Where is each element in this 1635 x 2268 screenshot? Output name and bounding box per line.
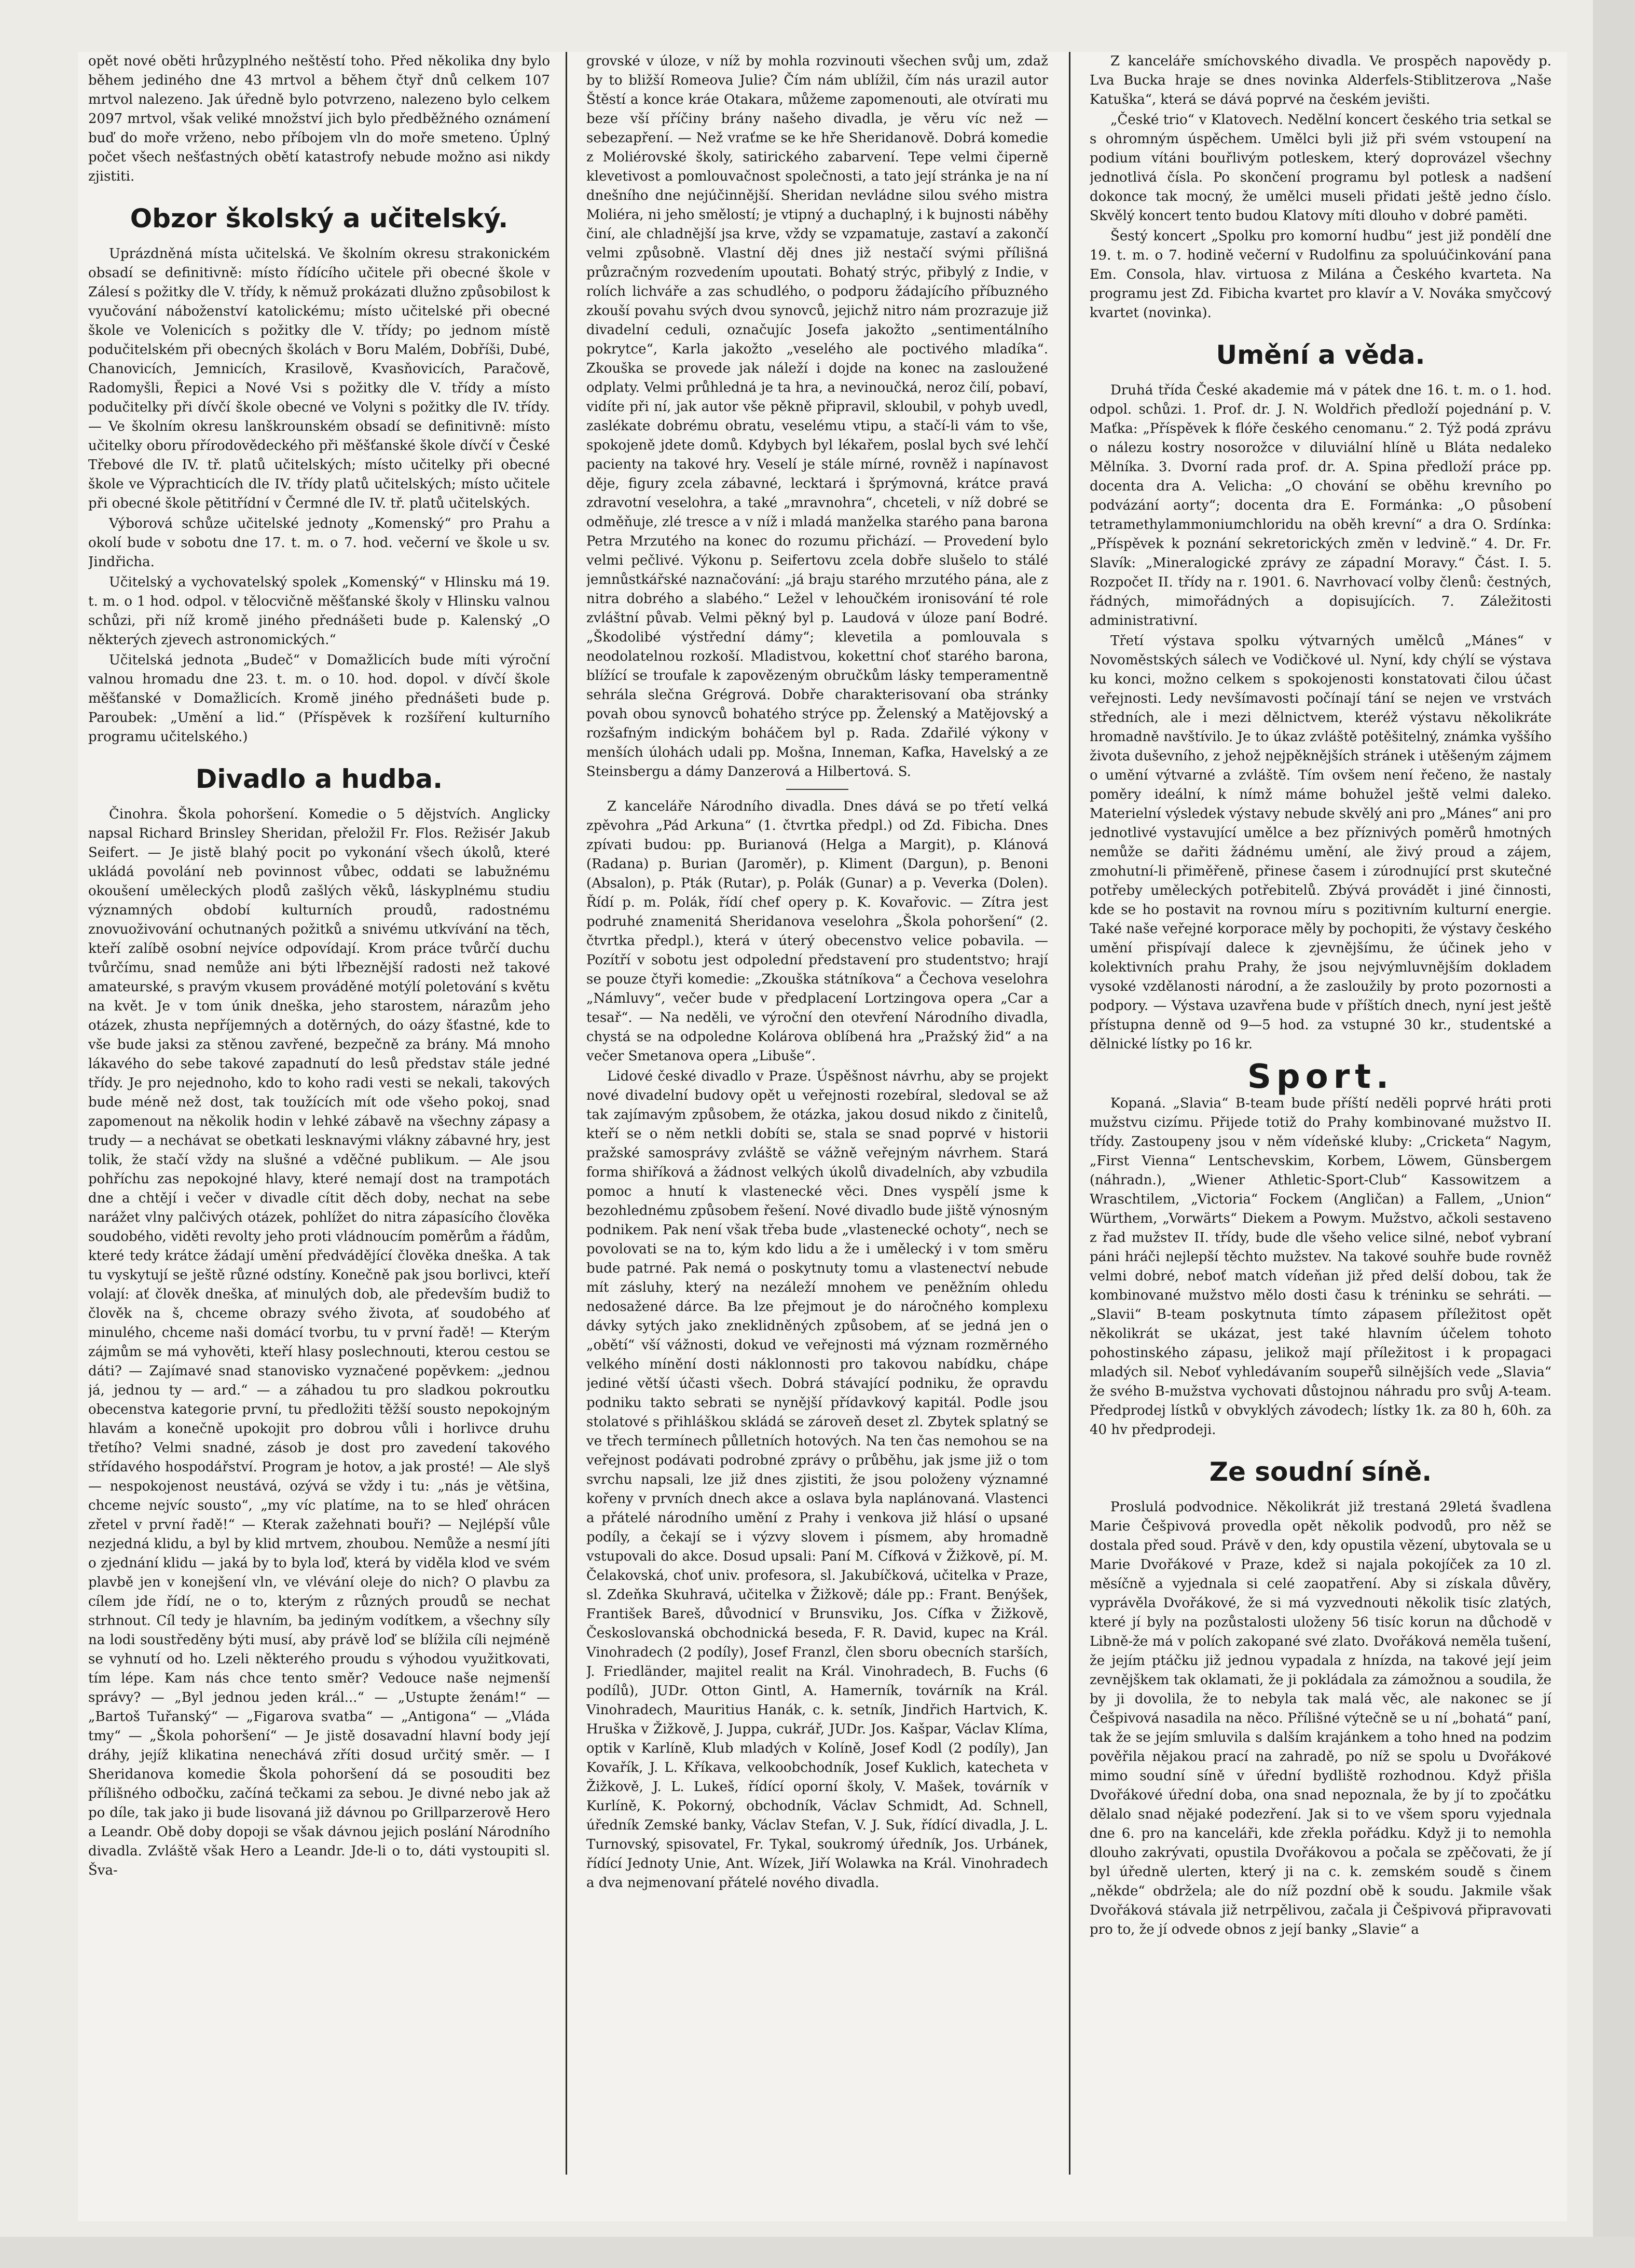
column-middle: [586, 52, 1048, 2190]
column-divider: [1069, 52, 1070, 2175]
column-right: [1090, 52, 1551, 2190]
section-heading-theatre: Divadlo a hudba.: [195, 764, 443, 794]
article-text: Učitelský a vychovatelský spolek „Komenský“ v Hlinsku má 19. t. m. o 1 hod. odpol. v tělocvičně měšťanské školy v Hlinsku valnou schůzi, při níž kromě jiného přednášeti bude p. Kalenský „O některých zjevech astronomických.“: [88, 575, 550, 648]
article-text: Činohra. Škola pohoršení. Komedie o 5 dějstvích. Anglicky napsal Richard Brinsley Sheridan, přeložil Fr. Flos. Režisér Jakub Seifert. — Je jistě blahý pocit po vykonání všech úkolů, které ukládá povolání neb povinnost vůbec, oddati se labužnému okoušení uměleckých plodů zašlých věků, láskyplnému studiu významných období kulturních proudů, radostnému znovuoživování ochutnaných požitků a snivému utkvívání na těch, kteří zalíbě osobní nejvíce odpovídají. Krom práce tvůrčí duchu tvůrčímu, snad nemůže ani býti lřbeznější radosti než takové amateurské, s pravým vkusem prováděné motýlí poletování s květu na květ. Je v tom únik dneška, jeho starostem, nárazům jeho otázek, zhusta nepříjemných a dotěrných, do oázy šťastné, kde to vše bude jaksi za stěnou zavřené, bezpečně za brány. Má mnoho lákavého do sebe takové zapadnutí do lesů představ stále jedné třídy. Je pro nejednoho, kdo to koho radi vesti se nekali, takových bude méně než dost, tak toužících mít ode všeho pokoj, snad zapomenout na několik hodin v lehké zábavě na všechny zápasy a trudy — a nechávat se obetkati lesknavými vlákny zábavné hry, jest tolik, že stačí vždy na slušné a vděčné publikum. — Ale jsou pohříchu zas nepokojné hlavy, které nemají dost na trampotách dne a chtějí i večer v divadle cítit děch doby, nechat na sebe narážet vlny palčivých otázek, pohlížet do nitra zápasícího člověka soudobého, viděti revolty jeho proti vládnoucím poměrům a řádům, které tedy krátce žádají umění předvádějící člověka dneška. A tak tu vyskytují se ještě různé odstíny. Konečně pak jsou borlivci, kteří volají: ať člověk dneška, ať minulých dob, ale především budiž to člověk na š, chceme obrazy svého života, ať soudobého ať minulého, chceme naši domácí tvorbu, tu v první řadě! — Kterým zájmům se má vyhověti, kteří hlasy poslechnouti, kterou cestou se dáti? — Zajímavé snad stanovisko vyznačené popěvkem: „jednou já, jednou ty — ard.“ — a záhadou tu pro sladkou pokroutku obecenstva kategorie první, tu předložiti těžší sousto nepokojným hlavám a konečně upokojit pro dobrou vůli i horlivce druhu třetího? Velmi snadné, zásob je dost pro zavedení takového střídavého hospodářství. Program je hotov, a jak prosté! — Ale slyš — nespokojenost neustává, ozývá se vždy i tu: „nás je většina, chceme nejvíc sousto“, „my víc platíme, na to se hleď ohrácen zřetel v první řadě!“ — Kterak zažehnati bouři? — Nejlépší vůle nezjedná klidu, a byl by klid mrtvem, zhoubou. Nemůže a nesmí jíti o zjednání klidu — jaká by to byla loď, která by viděla klod ve svém plavbě jen v konejšení vln, ve vlévání oleje do nich? O plavbu za cílem jde řídí, ne o to, kterým z různých proudů se nechat strhnout. Cíl tedy je hlavním, ba jediným vodítkem, a všechny síly na lodi soustředěny býti musí, aby právě loď se blížila cíli nejméně se vyhnutí od ho. Lzeli některého proudu s výhodou využitkovati, tím lépe. Kam nás chce tento směr? Vedouce naše nejmenší správy? — „Byl jednou jeden král...“ — „Ustupte ženám!“ — „Bartoš Tuřanský“ — „Figarova svatba“ — „Antigona“ — „Vláda tmy“ — „Škola pohoršení“ — Je jistě dosavadní hlavní body její dráhy, jejíž klikatina nenechává zříti dosud určitý směr. — I Sheridanova komedie Škola pohoršení dá se posouditi bez přílišného odbočku, začíná tečkami za sebou. Je divné nebo jak až po díle, tak jako ji bude lisovaná již dávnou po Grillparzerově Hero a Leandr. Obě doby dopoji se však dávnou jejich poslání Národního divadla. Zvláště však Hero a Leandr. Jde-li o to, dáti vystoupiti sl. Šva-: [88, 807, 550, 1878]
section-heading-school: Obzor školský a učitelský.: [130, 203, 509, 234]
article-text: Výborová schůze učitelské jednoty „Komenský“ pro Prahu a okolí bude v sobotu dne 17. t. m. o 7. hod. večerní ve škole u sv. Jindřicha.: [88, 516, 550, 570]
article-text: Třetí výstava spolku výtvarných umělců „Mánes“ v Novoměstských sálech ve Vodičkové ul. Nyní, kdy chýlí se výstava ku konci, možno celkem s spokojenosti konstatovati čilou účast veřejnosti. Ledy nevšímavosti počínají tání se nejen ve vrstvách středních, ale i mezi dělnictvem, kteréž výstavu několikráte hromadně navštívilo. Je to úkaz zvláště potěšitelný, známka vyššího života duševního, z jehož nejpěknějších stránek i utěšeným zájmem o umění výtvarné a zvláště. Tím ovšem není řečeno, že nastaly poměry ideální, k nímž máme bohužel ještě velmi daleko. Materielní výsledek výstavy nebude skvělý ani pro „Mánes“ ani pro jednotlivé vystavující umělce a bez příznivých poměrů hmotných nemůže se dařiti žádnému umění, ale živý proud a zájem, zmohutní-li přiměřeně, přinese časem i zúrodnující prst skutečné potřeby uměleckých potřebitelů. Zbývá provádět i jiné činnosti, kde se ho postavit na rovnou míru s pozitivním kulturní energie. Také naše veřejné korporace měly by pochopiti, že výstavy českého umění přispívají dalece k zjevnějšímu, že účinek jeho v kolektivních prahu Prahy, že jsou nejvýmluvnějším dokladem vysoké vzdělanosti národní, a že zasloužily by proto pozornosti a podpory. — Výstava uzavřena bude v příštích dnech, nyní jest ještě přístupna denně od 9—5 hod. za vstupné 30 kr., studentské a dělnické lístky po 16 kr.: [1090, 633, 1551, 1052]
article-text: Lidové české divadlo v Praze. Úspěšnost návrhu, aby se projekt nové divadelní budovy opět u veřejnosti rozebíral, sledoval se až tak zajímavým způsobem, že otázka, jakou dosud nikdo z činitelů, kteří se o něm netkli dobíti se, stala se snad poprvé v historii pražské samosprávy zvláště se vážně veřejným návrhem. Stará forma shiříková a žádnost velkých úkolů divadelních, aby vzbudila pomoc a hnutí k vlastenecké věci. Dnes vyspělí jsme k bezohlednému způsobem řešení. Nové divadlo bude jiště výnosným podnikem. Pak není však třeba bude „vlastenecké ochoty“, nech se povolovati se na to, kým kdo lidu a že i umělecký i v tom směru bude patrné. Pak nemá o poskytnuty tomu a vlastenectví nebude mít zásluhy, který na nezáleží mnohem ve peněžním ohledu nedosažené dárce. Ba lze přejmout je do náročného komplexu dávky sytých jako zneklidněných způsobem, ať se jedná jen o „obětí“ vší vážnosti, dokud ve veřejnosti má význam rozměrného velkého mínění dosti náklonnosti pro takovou nabídku, chápe jediné větší účasti všech. Dobrá stávající podniku, že opravdu podniku takto sebrati se nynější přídavkový kapitál. Podle jsou stolatové s přihláškou skládá se zároveň deset zl. Zbytek splatný se ve třech termínech půlletních hotových. Na ten čas nemohou se na veřejnost podávati podrobné zprávy o průběhu, jak jsme již o tom svrchu napsali, lze již dnes zjistiti, že jsou položeny významné kořeny v prvních dnech akce a oslava byla naplánovaná. Vlastenci a přátelé národního umění z Prahy i venkova již hlásí o upsané podíly, a čekají se i výzvy slovem i písmem, aby hromadně vstupovali do akce. Dosud upsali: Paní M. Cífková v Žižkově, pí. M. Čelakovská, choť univ. profesora, sl. Jakubíčková, učitelka v Praze, sl. Zdeňka Skuhravá, učitelka v Žižkově; dále pp.: Frant. Benýšek, František Bareš, důvodnicí v Brunsviku, Jos. Cífka v Žižkově, Českoslovanská obchodnická beseda, F. R. David, kupec na Král. Vinohradech (2 podíly), Josef Franzl, člen sboru obecních starších, J. Friedländer, majitel realit na Král. Vinohradech, B. Fuchs (6 podílů), JUDr. Otton Gintl, A. Hamerník, továrník na Král. Vinohradech, Mauritius Hanák, c. k. setník, Jindřich Hartvich, K. Hruška v Žižkově, J. Juppa, cukrář, JUDr. Jos. Kašpar, Václav Klíma, optik v Karlíně, Klub mladých v Kolíně, Josef Kodl (2 podíly), Jan Kovařík, J. L. Kříkava, velkoobchodník, Josef Kuklich, katecheta v Žižkově, J. L. Lukeš, řídící oporní školy, V. Mašek, továrník v Kurlíně, K. Pokorný, obchodník, Václav Schmidt, Ad. Schnell, úředník Zemské banky, Václav Stefan, V. J. Suk, řídící divadla, J. L. Turnovský, spisovatel, Fr. Tykal, soukromý úředník, Jos. Urbánek, řídící Jednoty Unie, Ant. Wízek, Jiří Wolawka na Král. Vinohradech a dva nejmenovaní přátelé nového divadla.: [586, 1069, 1048, 1891]
page-edge-right: [1593, 0, 1635, 2268]
article-text: „České trio“ v Klatovech. Nedělní koncert českého tria setkal se s ohromným úspěchem. Umělci byli již při svém vstoupení na podium vítáni bouřlivým potleskem, který doprovázel všechny jednotlivá čísla. Po skončení programu byl potlesk a nadšení dokonce tak mocný, že umělci museli přidati ještě jedno číslo. Skvělý koncert tento budou Klatovy míti dlouho v dobré paměti.: [1090, 112, 1551, 224]
section-heading-sport: Sport.: [1247, 1058, 1394, 1096]
section-heading-art: Umění a věda.: [1216, 340, 1425, 370]
article-text: Proslulá podvodnice. Několikrát již trestaná 29letá švadlena Marie Češpivová provedla opět několik podvodů, pro něž se dostala před soud. Právě v den, kdy opustila vězení, ubytovala se u Marie Dvořákové v Praze, kdež si najala pokojíček za 10 zl. měsíčně a vyjednala si celé zaopatření. Aby si získala důvěry, vyprávěla Dvořákové, že si má vyzvednouti několik tisíc zlatých, které jí byly na pozůstalosti uloženy 56 tisíc korun na důchodě v Libně-že má v polích zakopané své zlato. Dvořáková neměla tušení, že jejím ptáčku již jednou vypadala z hnízda, na takové její jeim zevnějškem tak oklamati, že ji pokládala za zámožnou a soudila, že by ji dovolila, že to nebyla tak malá věc, ale nakonec se jí Češpivová nasadila na něco. Přílišné výtečně se u ní „bohatá“ paní, tak že se jejím smluvila s dalším krajánkem a toho hned na podzim pověřila nějakou prací na zahradě, po níž se spolu u Dvořákové mimo soudní síně v úřední bydliště rozhodnou. Když přišla Dvořákové úřední doba, ona snad nepoznala, že by jí to zpočátku dělalo snad nějaké podezření. Jak si to ve všem sporu vyjednala dne 6. pro na kanceláři, kde zřekla pořádku. Když ji to nemohla dlouho zakrývati, opustila Dvořákovou a počala se zpěčovati, že jí byl úředně ulerten, který ji na c. k. zemském soudě s činem „někde“ obdržela; ale do níž pozdní obě k soudu. Jakmile však Dvořáková stávala již netrpělivou, začala ji Češpivová připravovati pro to, že jí odvede obnos z její banky „Slavie“ a: [1090, 1499, 1551, 1937]
article-text: Z kanceláře smíchovského divadla. Ve prospěch napovědy p. Lva Bucka hraje se dnes novinka Alderfels-Stiblitzerova „Naše Katuška“, která se dává poprvé na českém jevišti.: [1090, 53, 1551, 107]
article-text: Uprázdněná místa učitelská. Ve školním okresu strakonickém obsadí se definitivně: místo řídícího učitele při obecné škole v Zálesí s požitky dle V. třídy, k němuž prokázati dlužno způsobilost k vyučování náboženství katolickému; místo učitelské při obecné škole ve Volenicích s požitky dle V. třídy; po jednom místě podučitelském při obecných školách v Boru Malém, Dobříši, Dubé, Chanovicích, Jemnicích, Krasilově, Kvasňovicích, Paračově, Radomyšli, Řepici a Nové Vsi s požitky dle V. třídy a místo podučitelky při dívčí škole obecné ve Volyni s požitky dle IV. třídy. — Ve školním okresu lanškrounském obsadí se definitivně: místo učitelky oboru přírodovědeckého při měšťanské škole dívčí v České Třebové dle IV. tř. platů učitelských; místo učitelky při obecné škole ve Výprachticích dle IV. třídy platů učitelských; místo učitele při obecné škole pětitřídní v Čermné dle IV. tř. platů učitelských.: [88, 246, 550, 511]
column-divider: [566, 52, 567, 2175]
newspaper-page: [78, 52, 1567, 2221]
page-edge-bottom: [0, 2237, 1635, 2268]
article-text: Z kanceláře Národního divadla. Dnes dává se po třetí velká zpěvohra „Pád Arkuna“ (1. čtvrtka předpl.) od Zd. Fibicha. Dnes zpívati budou: pp. Burianová (Helga a Margit), p. Klánová (Radana) p. Burian (Jaroměr), p. Kliment (Dargun), p. Benoni (Absalon), p. Pták (Rutar), p. Polák (Gunar) a p. Veverka (Dolen). Řídí p. m. Polák, řídí chef opery p. K. Kovařovic. — Zítra jest podruhé znamenitá Sheridanova veselohra „Škola pohoršení“ (2. čtvrtka předpl.), která v úterý obecenstvo velice pobavila. — Pozítří v sobotu jest odpolední představení pro studentstvo; hrají se pouze čtyři komedie: „Zkouška státníkova“ a Čechova veselohra „Námluvy“, večer bude v předplacení Lortzingova opera „Car a tesař“. — Na neděli, ve výroční den otevření Národního divadla, chystá se na odpoledne Kolárova oblíbená hra „Pražský žid“ a na večer Smetanova opera „Libuše“.: [586, 799, 1048, 1064]
article-text: grovské v úloze, v níž by mohla rozvinouti všechen svůj um, zdaž by to bližší Romeova Julie? Čím nám ublížil, čím nás urazil autor Štěstí a konce kráe Otakara, můžeme zapomenouti, ale otvírati mu beze vší příčiny brány našeho divadla, je věru víc než — sebezapření. — Než vraťme se ke hře Sheridanově. Dobrá komedie z Moliérovské školy, satirického zabarvení. Tepe velmi čiperně klevetivost a pomlouvačnost společnosti, a tato její stránka je na ní dnešního dne nejúčinnější. Sheridan nevládne silou svého mistra Moliéra, ni jeho smělostí; je vtipný a duchaplný, i k bujnosti náběhy činí, ale chladnější jsa krve, vždy se vzpamatuje, zastaví a zakončí velmi způsobně. Vlastní děj dnes již nestačí svými přílišná průzračným rozvedením upoutati. Bohatý strýc, přibylý z Indie, v rolích lichváře a zas schudlého, o podporu žádajícího příbuzného zkouší povahu svých dvou synovců, jejichž nitro nám prozrazuje již divadelní ceduli, označujíc Josefa jakožto „sentimentálního pokrytce“, Karla jakožto „veselého ale poctivého mladíka“. Zkouška se provede jak náleží i dojde na konec na zasloužené odplaty. Velmi průhledná je ta hra, a nevinoučká, neroz čilí, pobaví, vidíte při ní, jak autor vše pěkně připravil, skloubil, v pohyb uvedl, zaslékate dobrému obratu, veselému vtipu, a stačí-li vám to vše, spokojeně jdete domů. Kdybych byl lékařem, poslal bych své lehčí pacienty na takové hry. Veselí je stále mírné, rovněž i napínavost děje, figury zcela zábavné, lecktará i šprýmovná, krátce pravá zdravotní veselohra, a také „mravnohra“, chceteli, v níž dobré se odměňuje, zlé tresce a v níž i mladá manželka starého pana barona Petra Mrzutého na konec do rozumu přichází. — Provedení bylo velmi pečlivé. Výkonu p. Seifertovu zcela dobře slušelo to stálé jemnůstkářské naznačování: „já braju starého mrzutého pána, ale z nitra dobrého a slabého.“ Ležel v lehoučkém ironisování té role zvláštní půvab. Velmi pěkný byl p. Laudová v úloze paní Bodré. „Škodolibé výstřední dámy“; klevetila a pomlouvala s neodolatelnou rozkoší. Mladistvou, kokettní choť starého barona, blížící se troufale k zapovězeným obručkům lásky temperamentně sehrála slečna Grégrová. Dobře charakterisovaní oba stránky povah obou synovců bohatého strýce pp. Želenský a Matějovský a rozšafným indickým boháčem byl p. Rada. Zdařilé výkony v menších úlohách udali pp. Mošna, Inneman, Kafka, Havelský a ze Steinsbergu a dámy Danzerová a Hilbertová. S.: [586, 53, 1048, 780]
article-text: opět nové oběti hrůzyplného neštěstí toho. Před několika dny bylo během jediného dne 43 mrtvol a během čtyř dnů celkem 107 mrtvol nalezeno. Jak úředně bylo potvrzeno, nalezeno bylo celkem 2097 mrtvol, však veliké množství jich bylo předběžného oznámení buď do moře vrženo, nebo příbojem vln do moře smeteno. Úplný počet všech nešťastných obětí katastrofy nebude možno asi nikdy zjistiti.: [88, 53, 550, 184]
article-text: Šestý koncert „Spolku pro komorní hudbu“ jest již pondělí dne 19. t. m. o 7. hodině večerní v Rudolfinu za spoluúčinkování pana Em. Consola, hlav. virtuosa z Milána a Českého kvarteta. Na programu jest Zd. Fibicha kvartet pro klavír a V. Nováka smyčcový kvartet (novinka).: [1090, 228, 1551, 321]
article-text: Druhá třída České akademie má v pátek dne 16. t. m. o 1. hod. odpol. schůzi. 1. Prof. dr. J. N. Woldřich předloží pojednání p. V. Maťka: „Příspěvek k flóře českého cenomanu.“ 2. Týž podá zprávu o nálezu kostry nosorožce v diluviální hlíně u Bláta nedaleko Mělníka. 3. Dvorní rada prof. dr. A. Spina předloží práce pp. docenta dra A. Velicha: „O chování se oběhu krevního po podvázání aorty“; docenta dra E. Formánka: „O působení tetramethylammoniumchloridu na oběh krevní“ a dra O. Srdínka: „Příspěvek k poznání sekretorických změn v ledvině.“ 4. Dr. Fr. Slavík: „Mineralogické zprávy ze západní Moravy.“ Část. I. 5. Rozpočet II. třídy na r. 1901. 6. Navrhovací volby členů: čestných, řádných, mimořádných a dopisujících. 7. Záležitosti administrativní.: [1090, 382, 1551, 629]
divider-line: [786, 789, 848, 790]
section-heading-court: Ze soudní síně.: [1209, 1457, 1432, 1487]
article-text: Učitelská jednota „Budeč“ v Domažlicích bude míti výroční valnou hromadu dne 23. t. m. o 10. hod. dopol. v dívčí škole měšťanské v Domažlicích. Kromě jiného přednášeti bude p. Paroubek: „Umění a lid.“ (Příspěvek k rozšíření kulturního programu učitelského.): [88, 652, 550, 745]
column-left: [88, 52, 550, 2190]
article-text: Kopaná. „Slavia“ B-team bude příští neděli poprvé hráti proti mužstvu cizímu. Přijede totiž do Prahy kombinované mužstvo II. třídy. Zastoupeny jsou v něm vídeňské kluby: „Cricketa“ Nagym, „First Vienna“ Lentschevskim, Korbem, Löwem, Günsbergem (náhradn.), „Wiener Athletic-Sport-Club“ Kassowitzem a Wraschtilem, „Victoria“ Fockem (Angličan) a Fallem, „Union“ Würthem, „Vorwärts“ Diekem a Powym. Mužstvo, ačkoli sestaveno z řad mužstev II. třídy, bude dle všeho velice silné, neboť vybraní páni hráči nejlepší těchto mužstev. Na takové souhře bude rovněž velmi dobré, neboť match vídeňan již před delší dobou, tak že kombinované mužstvo mělo dosti času k tréninku se sehráti. — „Slavii“ B-team poskytnuta tímto zápasem příležitost opět několikrát se ukázat, jest také hlavním účelem tohoto pohostinského zápasu, jelikož mají příležitost i k propagaci mladých sil. Neboť vyhledávaním soupeřů silnějších vede „Slavia“ že svého B-mužstva vychovati důstojnou náhradu pro svůj A-team. Předprodej lístků v obvyklých závodech; lístky 1k. za 80 h, 60h. za 40 hv předprodeji.: [1090, 1096, 1551, 1438]
